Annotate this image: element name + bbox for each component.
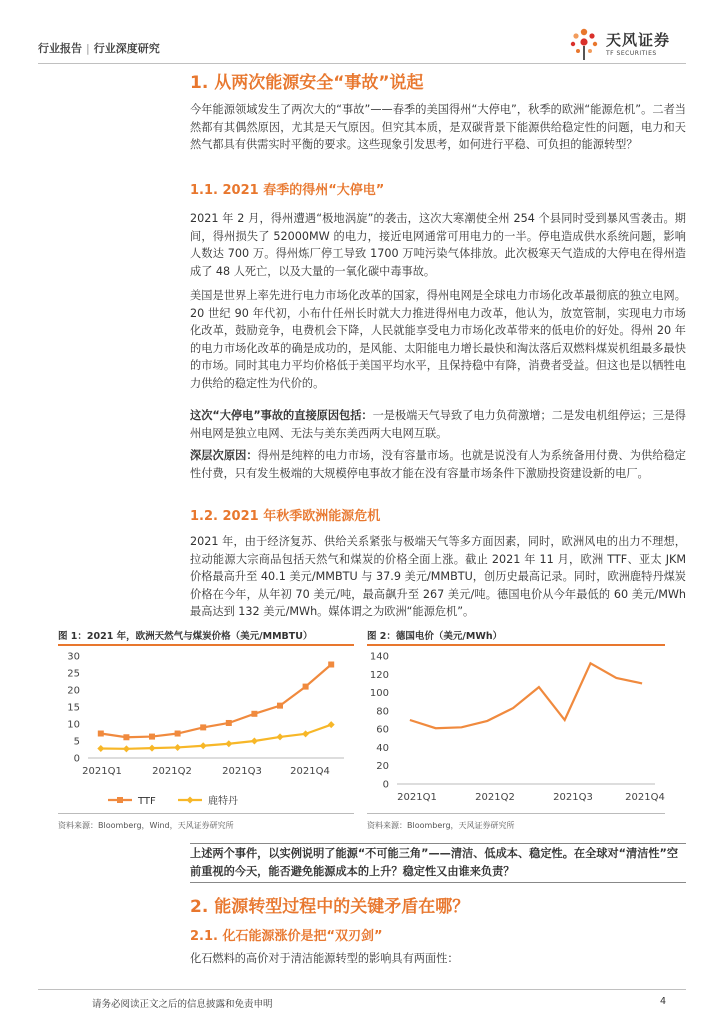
fig2-source: 资料来源：Bloomberg，天风证券研究所 <box>367 821 515 830</box>
data-point <box>149 745 156 752</box>
y-tick-label: 30 <box>67 651 80 663</box>
data-point <box>302 730 309 737</box>
footer-disclaimer: 请务必阅读正文之后的信息披露和免责申明 <box>92 999 273 1010</box>
summary-top-rule <box>190 843 686 844</box>
x-tick-label: 2021Q2 <box>475 792 515 803</box>
legend-marker <box>117 797 123 803</box>
footer-divider <box>38 989 686 990</box>
legend-label: 鹿特丹 <box>208 796 238 807</box>
data-point <box>328 721 335 728</box>
y-tick-label: 25 <box>67 668 80 680</box>
page-number: 4 <box>659 996 666 1007</box>
x-tick-label: 2021Q1 <box>397 792 437 803</box>
y-tick-label: 40 <box>376 742 389 754</box>
subsection-1-1-title: 1.1. 2021 春季的得州“大停电” <box>190 183 385 198</box>
data-point <box>225 740 232 747</box>
header-divider <box>38 63 686 64</box>
fig1-bottom-rule <box>58 813 354 814</box>
fig1-title: 图 1：2021 年，欧洲天然气与煤炭价格（美元/MMBTU） <box>58 631 313 642</box>
data-point <box>123 745 130 752</box>
section2-title: 2. 能源转型过程中的关键矛盾在哪？ <box>190 897 470 917</box>
section1-title: 1. 从两次能源安全“事故”说起 <box>190 73 424 93</box>
direct-causes-text: 一是极端天气导致了电力负荷激增；二是发电机组停运；三是得州电网是独立电网、无法与美东美西两大电网互联。 <box>190 409 686 440</box>
summary-bottom-rule <box>190 882 686 883</box>
fig2-bottom-rule <box>367 813 665 814</box>
direct-causes-label: 这次“大停电”事故的直接原因包括： <box>190 409 373 422</box>
data-point <box>277 703 283 709</box>
y-tick-label: 100 <box>369 688 389 700</box>
series-line-0 <box>410 663 642 728</box>
deep-causes-label: 深层次原因： <box>190 449 258 462</box>
data-point <box>328 662 334 668</box>
x-tick-label: 2021Q4 <box>625 792 665 803</box>
logo-subtitle: TF SECURITIES <box>606 50 657 57</box>
y-tick-label: 120 <box>369 669 389 681</box>
y-tick-label: 0 <box>73 753 80 765</box>
y-tick-label: 20 <box>67 685 80 697</box>
data-point <box>226 720 232 726</box>
header-subcategory: 行业深度研究 <box>93 42 160 55</box>
data-point <box>175 731 181 737</box>
deep-causes-text: 得州是纯粹的电力市场，没有容量市场。也就是说没有人为系统备用付费、为供给稳定性付费，只有发生极端的大规模停电事故才能在没有容量市场条件下激励投资建设新的电厂。 <box>190 449 686 480</box>
legend-label: TTF <box>138 796 156 807</box>
x-tick-label: 2021Q1 <box>82 766 122 777</box>
subsection-1-2-title: 1.2. 2021 年秋季欧洲能源危机 <box>190 509 381 524</box>
y-tick-label: 0 <box>382 779 389 791</box>
data-point <box>149 734 155 740</box>
data-point <box>98 731 104 737</box>
paragraph-direct-causes <box>190 407 686 442</box>
subsection-2-1-title: 2.1. 化石能源涨价是把“双刃剑” <box>190 929 383 944</box>
y-tick-label: 20 <box>376 761 389 773</box>
data-point <box>251 738 258 745</box>
logo-name: 天风证券 <box>606 31 671 49</box>
x-tick-label: 2021Q3 <box>222 766 262 777</box>
paragraph-texas-storm: 2021 年 2 月，得州遭遇“极地涡旋”的袭击，这次大寒潮使全州 254 个县同时受到暴风雪袭击。期间，得州损失了 52000MW 的电力，接近电网通常可用电力的一半。停电造成供水系统问题，影响人数达 700 万。得州炼厂停工导致 1700 万吨污染气体排放。此次极寒天气造成的大停电在得州造成了 48 人死亡，以及大量的一氧化碳中毒事故。 <box>190 212 686 278</box>
series-line-0 <box>101 665 331 738</box>
data-point <box>123 734 129 740</box>
report-header: 行业报告 | 行业深度研究 <box>38 42 160 55</box>
fig1-source: 资料来源：Bloomberg，Wind，天风证券研究所 <box>58 821 234 830</box>
y-tick-label: 60 <box>376 724 389 736</box>
y-tick-label: 80 <box>376 706 389 718</box>
section1-intro: 今年能源领域发生了两次大的“事故”——春季的美国得州“大停电”，秋季的欧洲“能源危机”。二者当然都有其偶然原因，尤其是天气原因。但究其本质，是双碳背景下能源供给稳定性的问题，电力和天然气都具有供需实时平衡的要求。这些现象引发思考，如何进行平稳、可负担的能源转型？ <box>190 103 686 152</box>
paragraph-texas-market: 美国是世界上率先进行电力市场化改革的国家，得州电网是全球电力市场化改革最彻底的独立电网。20 世纪 90 年代初，小布什任州长时就大力推进得州电力改革，他认为，放宽管制，实现电力市场化改革，鼓励竞争，电费机会下降，人民就能享受电力市场化改革带来的低电价的好处。得州 20 年的电力市场化改革的确是成功的，是风能、太阳能电力增长最快和淘汰落后双燃料煤炭机组最多最快的市场。同时其电力平均价格低于美国平均水平，且保持稳中有降，消费者受益。但这也是以牺牲电力供给的稳定性为代价的。 <box>190 289 686 390</box>
fig2-title: 图 2：德国电价（美元/MWh） <box>367 631 503 642</box>
flower-logo-icon <box>566 24 602 62</box>
data-point <box>277 733 284 740</box>
y-tick-label: 140 <box>369 651 389 663</box>
data-point <box>251 711 257 717</box>
data-point <box>200 742 207 749</box>
summary-text: 上述两个事件，以实例说明了能源“不可能三角”——清洁、低成本、稳定性。在全球对“清洁性”空前重视的今天，能否避免能源成本的上升？稳定性又由谁来负责？ <box>190 847 679 878</box>
data-point <box>174 744 181 751</box>
paragraph-fossil-price: 化石燃料的高价对于清洁能源转型的影响具有两面性： <box>190 952 459 965</box>
paragraph-europe-crisis: 2021 年，由于经济复苏、供给关系紧张与极端天气等多方面因素，同时，欧洲风电的出力不理想，拉动能源大宗商品包括天然气和煤炭的价格全面上涨。截止 2021 年 11 月，欧洲 TTF、亚太 JKM 价格最高升至 40.1 美元/MMBTU 与 37.9 美元/MMBTU，创历史最高记录。同时，欧洲鹿特丹煤炭价格在今年，从年初 70 美元/吨，最高飙升至 267 美元/吨。德国电价从今年最低的 60 美元/MWh 最高达到 132 美元/MWh。媒体谓之为欧洲“能源危机”。 <box>190 535 686 619</box>
x-tick-label: 2021Q3 <box>553 792 593 803</box>
y-tick-label: 15 <box>67 702 80 714</box>
chart-germany-power-price <box>367 646 665 810</box>
x-tick-label: 2021Q4 <box>290 766 330 777</box>
data-point <box>303 684 309 690</box>
paragraph-deep-causes <box>190 447 686 482</box>
y-tick-label: 10 <box>67 719 80 731</box>
header-category: 行业报告 <box>38 42 82 55</box>
company-logo <box>566 24 686 64</box>
data-point <box>200 724 206 730</box>
x-tick-label: 2021Q2 <box>152 766 192 777</box>
data-point <box>97 745 104 752</box>
chart-gas-coal-prices <box>58 646 354 810</box>
legend-marker <box>187 797 194 804</box>
y-tick-label: 5 <box>73 736 80 748</box>
